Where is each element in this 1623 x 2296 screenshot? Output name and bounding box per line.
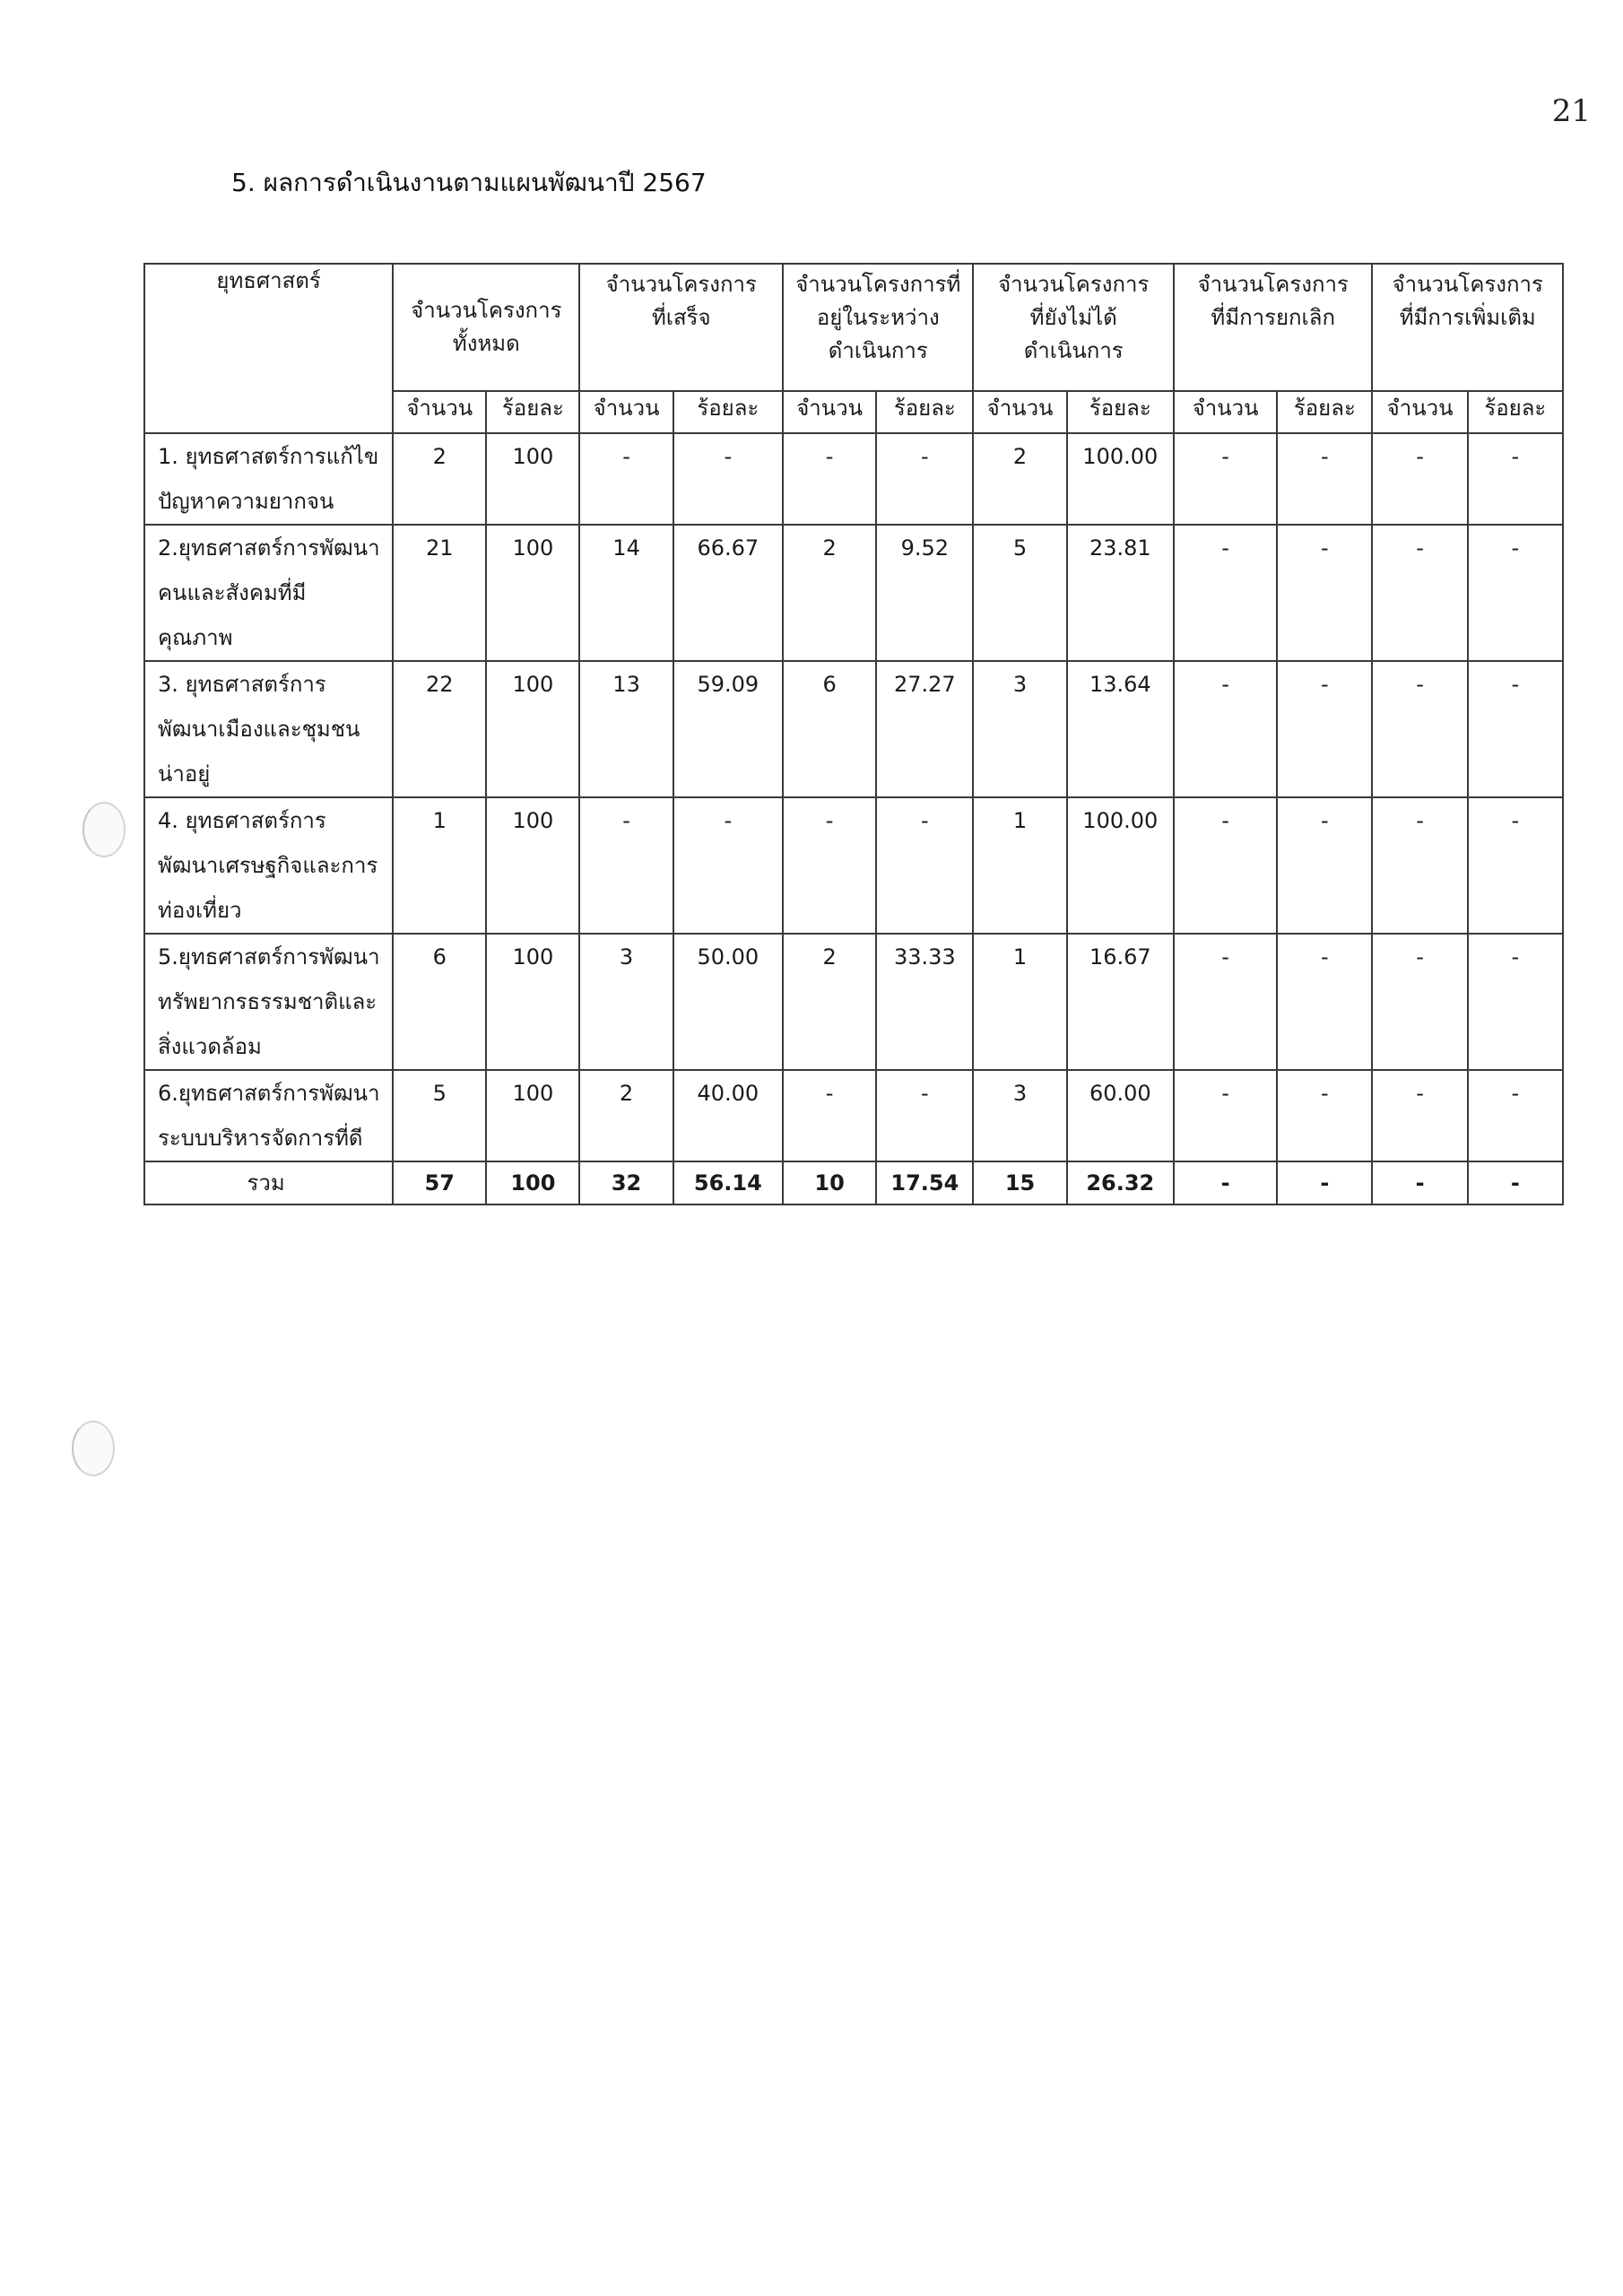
total-cell: 17.54 xyxy=(876,1161,973,1205)
table-cell: - xyxy=(1174,433,1277,525)
table-cell: 100 xyxy=(486,1070,579,1161)
table-cell: - xyxy=(876,433,973,525)
table-cell: 100 xyxy=(486,525,579,661)
table-row xyxy=(144,797,1563,934)
table-cell: - xyxy=(1468,1070,1563,1161)
table-cell: 14 xyxy=(579,525,673,661)
table-cell: 100.00 xyxy=(1067,797,1174,934)
table-cell: 66.67 xyxy=(673,525,783,661)
table-cell: - xyxy=(1277,433,1372,525)
table-cell: - xyxy=(1174,661,1277,797)
table-cell: - xyxy=(579,797,673,934)
table-cell: - xyxy=(876,797,973,934)
subheader-percent: ร้อยละ xyxy=(673,391,783,433)
table-row xyxy=(144,433,1563,525)
table-cell: - xyxy=(783,433,876,525)
table-cell: 5 xyxy=(393,1070,486,1161)
group-header-in-progress: จำนวนโครงการที่ อยู่ในระหว่าง ดำเนินการ xyxy=(783,264,973,391)
table-cell: 1 xyxy=(973,934,1066,1070)
subheader-count: จำนวน xyxy=(783,391,876,433)
table-cell: 21 xyxy=(393,525,486,661)
table-cell: - xyxy=(1468,797,1563,934)
table-cell: 5 xyxy=(973,525,1066,661)
table-row xyxy=(144,1070,1563,1161)
subheader-percent: ร้อยละ xyxy=(1277,391,1372,433)
total-cell: 57 xyxy=(393,1161,486,1205)
table-cell: 33.33 xyxy=(876,934,973,1070)
table-cell: 13 xyxy=(579,661,673,797)
total-cell: 56.14 xyxy=(673,1161,783,1205)
table-header-row xyxy=(144,264,1563,391)
subheader-count: จำนวน xyxy=(393,391,486,433)
table-cell: 6 xyxy=(393,934,486,1070)
table-cell: 2 xyxy=(579,1070,673,1161)
strategy-name: 2.ยุทธศาสตร์การพัฒนา คนและสังคมที่มี คุณภาพ xyxy=(144,525,393,661)
total-row xyxy=(144,1161,1563,1205)
table-cell: 22 xyxy=(393,661,486,797)
table-cell: - xyxy=(1372,797,1467,934)
total-cell: - xyxy=(1174,1161,1277,1205)
table-cell: - xyxy=(673,433,783,525)
table-cell: 13.64 xyxy=(1067,661,1174,797)
table-cell: - xyxy=(1372,934,1467,1070)
table-row xyxy=(144,661,1563,797)
strategy-name: 3. ยุทธศาสตร์การ พัฒนาเมืองและชุมชน น่าอยู่ xyxy=(144,661,393,797)
group-header-not-started: จำนวนโครงการ ที่ยังไม่ได้ ดำเนินการ xyxy=(973,264,1174,391)
table-cell: - xyxy=(1468,525,1563,661)
total-cell: 100 xyxy=(486,1161,579,1205)
table-cell: - xyxy=(1372,661,1467,797)
section-title: 5. ผลการดำเนินงานตามแผนพัฒนาปี 2567 xyxy=(231,168,707,197)
table-cell: - xyxy=(783,1070,876,1161)
table-cell: - xyxy=(783,797,876,934)
total-cell: - xyxy=(1468,1161,1563,1205)
table-cell: 40.00 xyxy=(673,1070,783,1161)
table-cell: 27.27 xyxy=(876,661,973,797)
table-cell: 100 xyxy=(486,934,579,1070)
subheader-count: จำนวน xyxy=(1372,391,1467,433)
table-cell: - xyxy=(579,433,673,525)
table-cell: 9.52 xyxy=(876,525,973,661)
total-cell: - xyxy=(1277,1161,1372,1205)
table-cell: - xyxy=(1174,1070,1277,1161)
table-cell: 100 xyxy=(486,661,579,797)
table-cell: 2 xyxy=(783,934,876,1070)
subheader-percent: ร้อยละ xyxy=(486,391,579,433)
table-cell: - xyxy=(1372,433,1467,525)
punch-hole-mark xyxy=(82,802,126,857)
table-cell: 3 xyxy=(579,934,673,1070)
group-header-added: จำนวนโครงการ ที่มีการเพิ่มเติม xyxy=(1372,264,1563,391)
punch-hole-mark xyxy=(72,1421,115,1476)
table-cell: 100 xyxy=(486,433,579,525)
table-cell: 100.00 xyxy=(1067,433,1174,525)
total-label: รวม xyxy=(144,1161,393,1205)
subheader-count: จำนวน xyxy=(579,391,673,433)
total-cell: 10 xyxy=(783,1161,876,1205)
table-cell: 50.00 xyxy=(673,934,783,1070)
subheader-count: จำนวน xyxy=(1174,391,1277,433)
table-cell: - xyxy=(1174,525,1277,661)
strategy-name: 4. ยุทธศาสตร์การ พัฒนาเศรษฐกิจและการ ท่องเที่ยว xyxy=(144,797,393,934)
table-cell: 1 xyxy=(393,797,486,934)
performance-table xyxy=(143,263,1564,1205)
subheader-count: จำนวน xyxy=(973,391,1066,433)
total-cell: 26.32 xyxy=(1067,1161,1174,1205)
table-cell: 59.09 xyxy=(673,661,783,797)
table-cell: - xyxy=(1277,525,1372,661)
table-cell: - xyxy=(876,1070,973,1161)
table-cell: 3 xyxy=(973,661,1066,797)
table-row xyxy=(144,525,1563,661)
table-cell: 100 xyxy=(486,797,579,934)
table-cell: 6 xyxy=(783,661,876,797)
table-cell: - xyxy=(1277,661,1372,797)
table-cell: - xyxy=(1468,661,1563,797)
strategy-column-header: ยุทธศาสตร์ xyxy=(144,264,393,433)
table-cell: - xyxy=(1468,433,1563,525)
table-cell: - xyxy=(673,797,783,934)
table-cell: 1 xyxy=(973,797,1066,934)
total-cell: 32 xyxy=(579,1161,673,1205)
strategy-name: 5.ยุทธศาสตร์การพัฒนา ทรัพยากรธรรมชาติและ สิ่งแวดล้อม xyxy=(144,934,393,1070)
table-cell: 16.67 xyxy=(1067,934,1174,1070)
total-cell: 15 xyxy=(973,1161,1066,1205)
group-header-total-projects: จำนวนโครงการ ทั้งหมด xyxy=(393,264,579,391)
group-header-completed: จำนวนโครงการ ที่เสร็จ xyxy=(579,264,783,391)
strategy-name: 6.ยุทธศาสตร์การพัฒนา ระบบบริหารจัดการที่ดี xyxy=(144,1070,393,1161)
table-cell: - xyxy=(1468,934,1563,1070)
table-cell: 23.81 xyxy=(1067,525,1174,661)
strategy-name: 1. ยุทธศาสตร์การแก้ไข ปัญหาความยากจน xyxy=(144,433,393,525)
table-cell: 2 xyxy=(393,433,486,525)
table-cell: - xyxy=(1277,797,1372,934)
group-header-cancelled: จำนวนโครงการ ที่มีการยกเลิก xyxy=(1174,264,1373,391)
subheader-percent: ร้อยละ xyxy=(876,391,973,433)
table-cell: - xyxy=(1372,525,1467,661)
table-cell: - xyxy=(1372,1070,1467,1161)
table-cell: 2 xyxy=(973,433,1066,525)
page-number: 21 xyxy=(1551,93,1591,129)
table-cell: 3 xyxy=(973,1070,1066,1161)
table-cell: - xyxy=(1277,1070,1372,1161)
table-row xyxy=(144,934,1563,1070)
table-cell: 60.00 xyxy=(1067,1070,1174,1161)
total-cell: - xyxy=(1372,1161,1467,1205)
table-cell: - xyxy=(1277,934,1372,1070)
table-cell: - xyxy=(1174,934,1277,1070)
subheader-percent: ร้อยละ xyxy=(1468,391,1563,433)
table-cell: - xyxy=(1174,797,1277,934)
subheader-percent: ร้อยละ xyxy=(1067,391,1174,433)
table-cell: 2 xyxy=(783,525,876,661)
